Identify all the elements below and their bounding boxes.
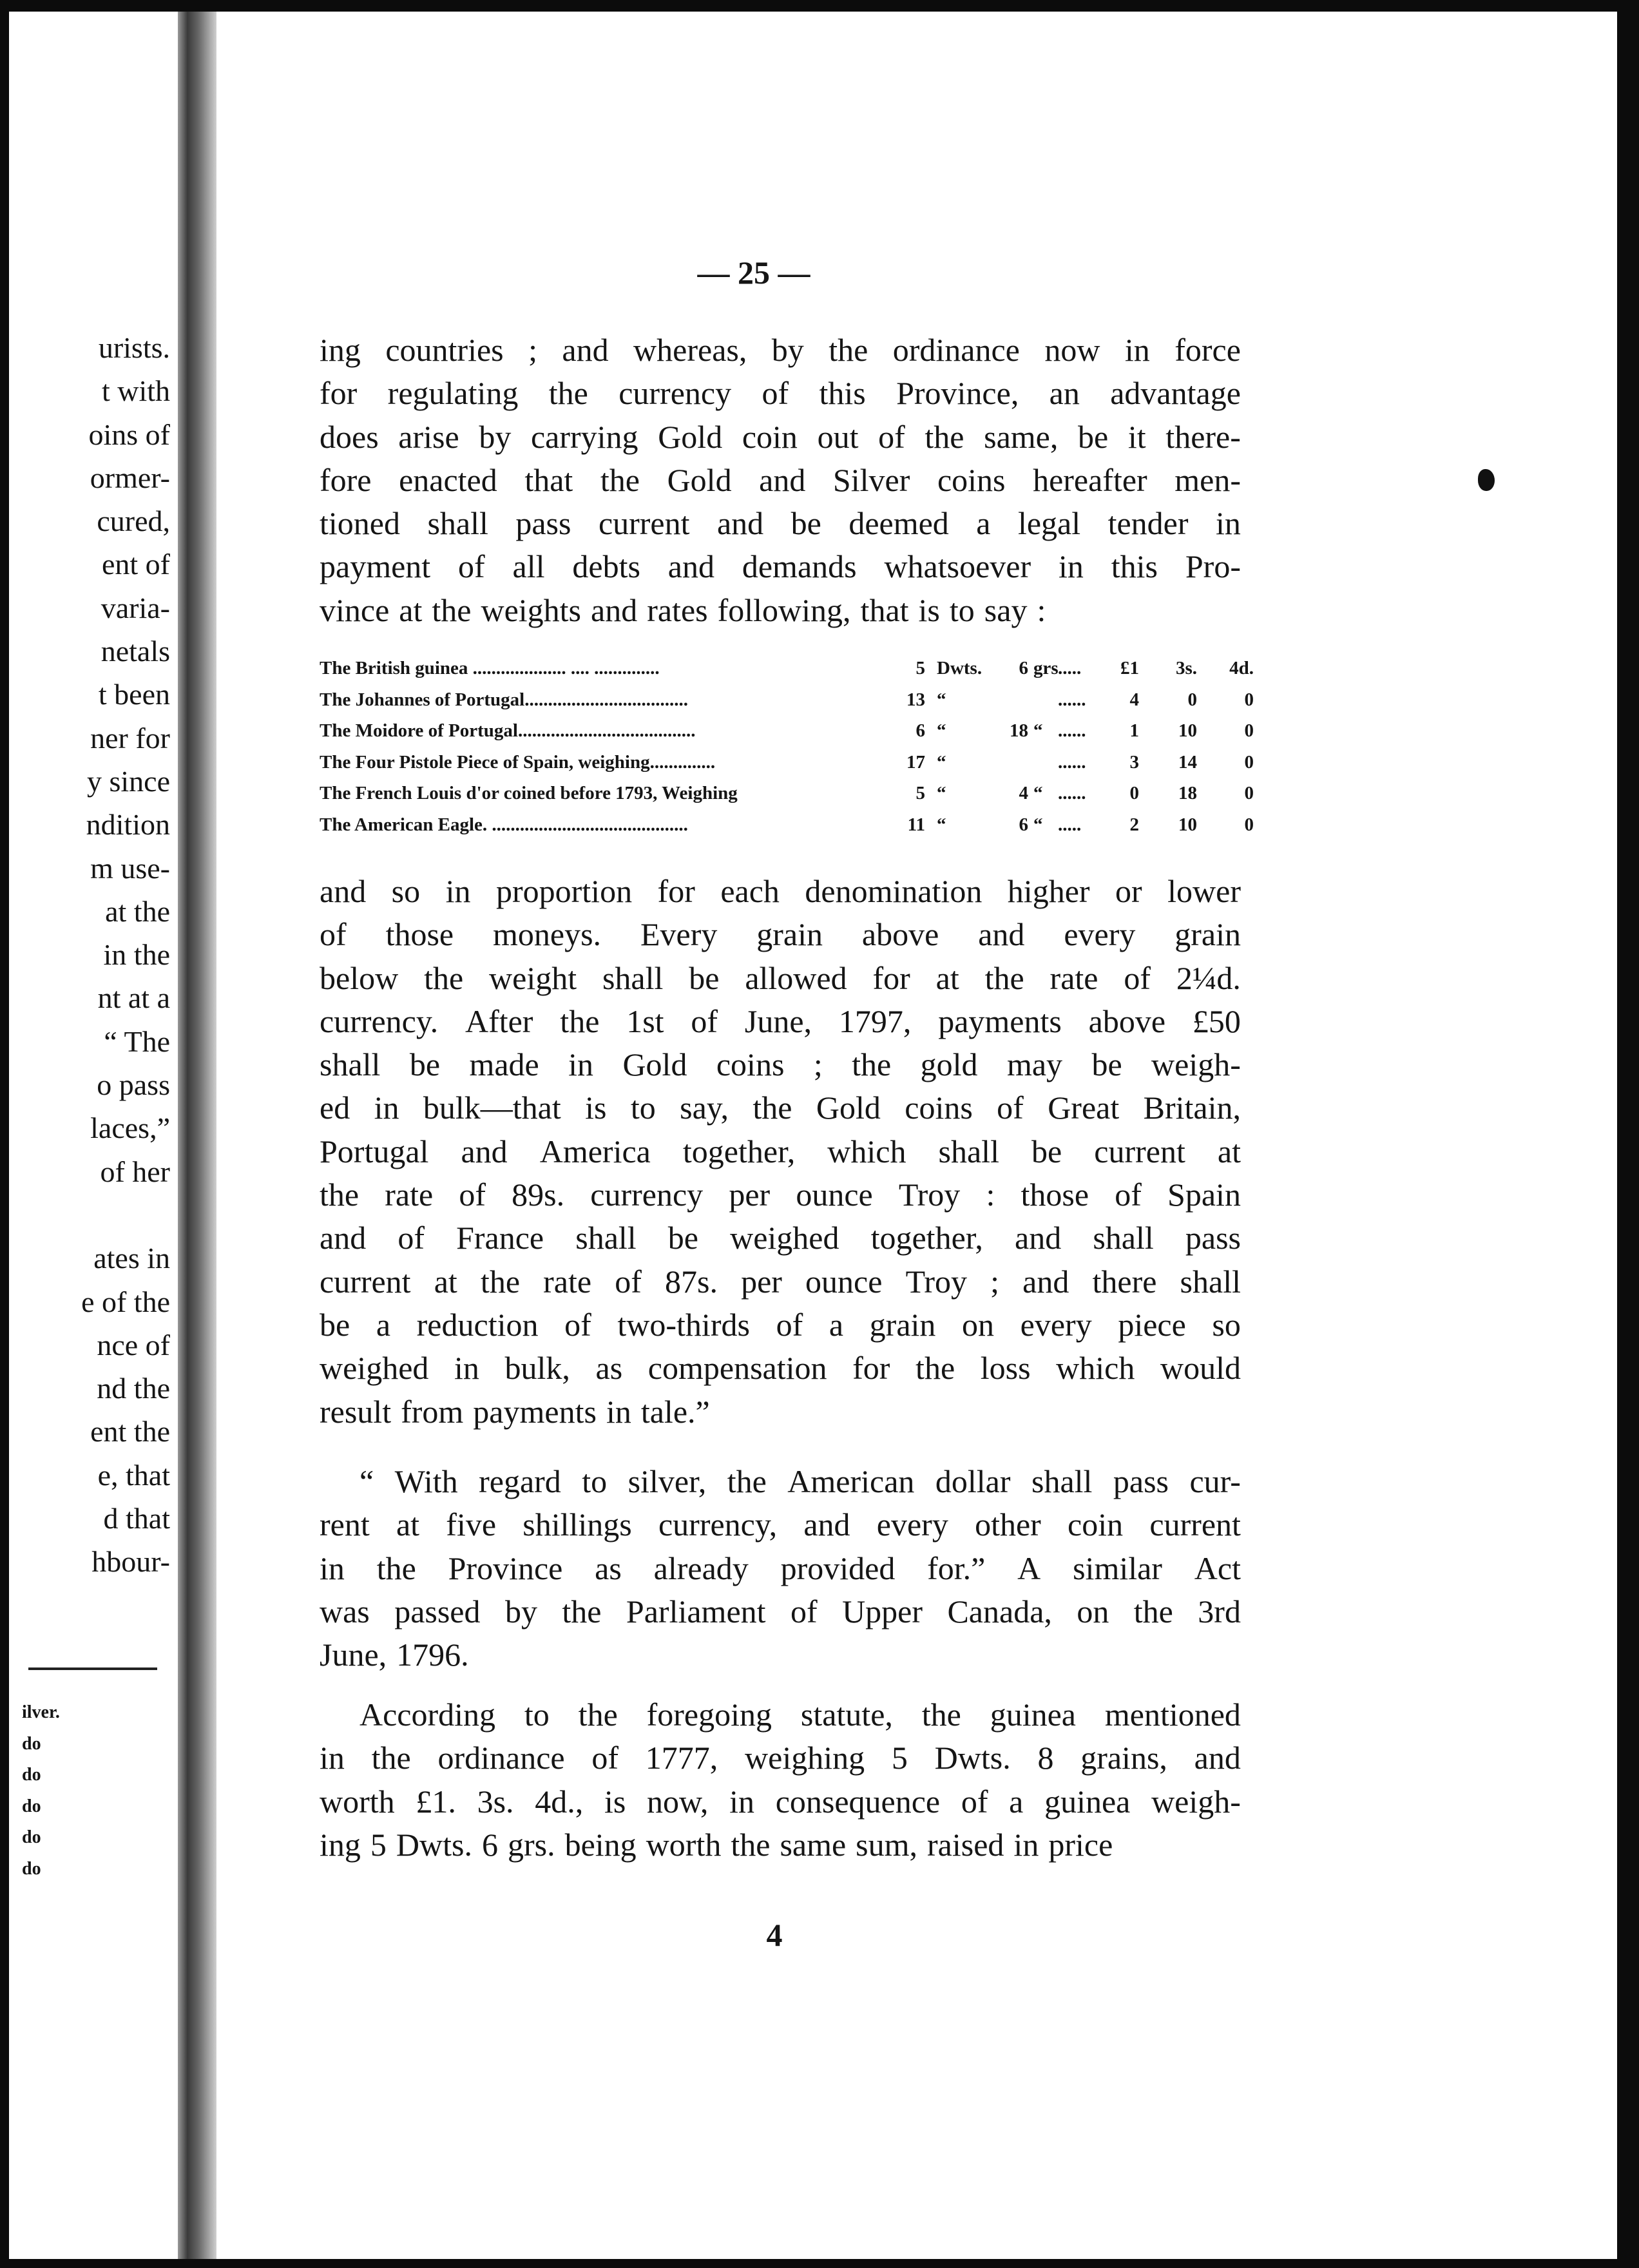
previous-page-line: y since [86,764,170,798]
coin-pence: 0 [1244,783,1254,803]
coin-pounds: £1 [1120,658,1139,678]
text-line: “ With regard to silver, the American dollar shall pass cur- [359,1463,1241,1499]
ink-speck [1478,469,1495,491]
previous-page-line: cured, [97,505,170,538]
coin-leader: ...... [1058,783,1086,803]
page-gutter-shadow [178,12,216,2259]
coin-leader: ...... [1058,689,1086,710]
coin-leader: ..... [1058,814,1082,835]
coin-grains-unit: grs [1033,658,1059,678]
previous-page-line: o pass [97,1068,170,1102]
text-line: Portugal and America together, which shall be current at [320,1133,1241,1169]
coin-dwts: 17 [906,751,925,773]
previous-page-line: ormer- [90,461,170,494]
paragraph-3 [320,1460,1241,1677]
previous-page-edge [9,12,178,2259]
text-line: worth £1. 3s. 4d., is now, in consequence of a guinea weigh- [320,1783,1241,1820]
text-line: and so in proportion for each denomination higher or lower [320,873,1241,909]
text-line: and of France shall be weighed together, and shall pass [320,1220,1241,1256]
scan-border-left [0,0,9,2268]
table-row [320,715,1267,747]
coin-dwts-unit: Dwts. [937,658,982,678]
coin-pounds: 2 [1129,814,1139,835]
previous-page-table-line: do [22,1858,41,1879]
coin-pence: 0 [1244,814,1254,835]
coin-pounds: 4 [1129,689,1139,710]
coin-name: The Johannes of Portugal................................... [320,689,688,710]
page-number: — 25 — [697,255,810,291]
paragraph-4 [320,1693,1241,1867]
previous-page-line: t been [98,678,170,711]
table-row [320,747,1267,778]
previous-page-line: ent the [90,1415,170,1448]
previous-page-table-line: do [22,1733,41,1754]
paragraph-1 [320,329,1241,632]
text-line: be a reduction of two-thirds of a grain on every piece so [320,1306,1241,1343]
coin-grains-unit: “ [1033,814,1043,835]
text-line: June, 1796. [320,1637,469,1673]
coin-shillings: 3s. [1175,658,1197,678]
text-line: fore enacted that the Gold and Silver coins hereafter men- [320,461,1241,498]
text-line: was passed by the Parliament of Upper Canada, on the 3rd [320,1593,1241,1629]
coin-shillings: 10 [1178,814,1197,835]
previous-page-table-line: do [22,1765,41,1785]
text-line: currency. After the 1st of June, 1797, payments above £50 [320,1003,1241,1039]
table-row [320,778,1267,809]
text-line: ed in bulk—that is to say, the Gold coins of Great Britain, [320,1090,1241,1126]
previous-page-line: ent of [101,548,170,581]
coin-dwts-unit: “ [937,783,946,803]
coin-name: The French Louis d'or coined before 1793, Weighing [320,783,738,803]
coin-dwts: 5 [915,658,925,678]
scan-border-top [0,0,1639,12]
coin-name: The British guinea .................... .... .............. [320,658,660,678]
scan-border-bottom [0,2259,1639,2268]
text-line: shall be made in Gold coins ; the gold may be weigh- [320,1046,1241,1083]
previous-page-line: nt at a [97,981,170,1015]
text-line: weighed in bulk, as compensation for the loss which would [320,1350,1241,1387]
coin-leader: ...... [1058,751,1086,773]
coin-dwts: 5 [915,783,925,803]
coin-dwts-unit: “ [937,751,946,773]
previous-page-line: e of the [81,1285,170,1318]
previous-page-line: at the [105,894,170,928]
coin-grains-unit: “ [1033,720,1043,741]
coin-leader: ...... [1058,720,1086,741]
text-line: in the Province as already provided for.” A similar Act [320,1550,1241,1586]
text-line: for regulating the currency of this Province, an advantage [320,375,1241,412]
previous-page-table-line: do [22,1796,41,1816]
coin-pence: 0 [1244,720,1254,741]
coin-rates-table [320,653,1267,840]
coin-grains: 4 [1019,783,1028,803]
previous-page-line: d that [103,1502,170,1535]
previous-page-line: e, that [97,1458,170,1492]
text-line: vince at the weights and rates following, that is to say : [320,591,1046,628]
text-line: below the weight shall be allowed for at the rate of 2¼d. [320,959,1241,996]
previous-page-line: of her [100,1155,170,1188]
signature-mark: 4 [766,1917,783,1953]
previous-page-table [22,1697,60,1885]
text-line: ing 5 Dwts. 6 grs. being worth the same sum, raised in price [320,1826,1113,1863]
previous-page-line: laces,” [90,1111,170,1145]
coin-pence: 0 [1244,689,1254,710]
coin-grains: 6 [1019,658,1028,678]
coin-shillings: 14 [1178,751,1197,773]
previous-page-line: ndition [86,808,170,841]
coin-name: The American Eagle. .......................................... [320,814,688,835]
coin-shillings: 10 [1178,720,1197,741]
previous-page-line: ates in [93,1242,170,1275]
coin-pounds: 3 [1129,751,1139,773]
previous-page-line: “ The [104,1024,170,1058]
scan-border-right [1617,0,1639,2268]
table-row [320,653,1267,684]
coin-dwts-unit: “ [937,720,946,741]
text-line: of those moneys. Every grain above and every grain [320,916,1241,953]
coin-name: The Four Pistole Piece of Spain, weighing.............. [320,751,716,773]
text-line: current at the rate of 87s. per ounce Troy ; and there shall [320,1263,1241,1300]
previous-page-line: oins of [88,418,170,451]
coin-pence: 0 [1244,751,1254,773]
coin-pounds: 0 [1129,783,1139,803]
paragraph-2 [320,870,1241,1434]
previous-page-text [81,326,170,1584]
previous-page-line: urists. [98,331,170,364]
coin-shillings: 0 [1187,689,1197,710]
previous-page-line: t with [101,374,170,408]
text-line: According to the foregoing statute, the guinea mentioned [359,1696,1241,1733]
coin-shillings: 18 [1178,783,1197,803]
text-line: the rate of 89s. currency per ounce Troy : those of Spain [320,1177,1241,1213]
coin-dwts-unit: “ [937,689,946,710]
previous-page-line: varia- [101,591,170,624]
previous-page-line: nce of [97,1328,170,1361]
coin-name: The Moidore of Portugal...................................... [320,720,696,741]
previous-page-rule [28,1667,157,1670]
text-line: tioned shall pass current and be deemed a legal tender in [320,505,1241,542]
previous-page-line: nd the [97,1372,170,1405]
previous-page-line [81,1193,170,1236]
coin-grains: 6 [1019,814,1028,835]
coin-grains: 18 [1010,720,1028,741]
text-line: result from payments in tale.” [320,1393,710,1430]
previous-page-table-line: do [22,1827,41,1847]
previous-page-line: in the [103,938,170,972]
table-row [320,809,1267,841]
text-line: rent at five shillings currency, and every other coin current [320,1506,1241,1543]
previous-page-table-line: ilver. [22,1702,60,1722]
text-line: payment of all debts and demands whatsoever in this Pro- [320,548,1241,585]
previous-page-line: ner for [90,721,170,754]
table-row [320,684,1267,716]
coin-pounds: 1 [1129,720,1139,741]
coin-dwts-unit: “ [937,814,946,835]
coin-grains-unit: “ [1033,783,1043,803]
text-line: does arise by carrying Gold coin out of the same, be it there- [320,418,1241,455]
previous-page-line: netals [101,635,170,668]
coin-pence: 4d. [1229,658,1254,678]
coin-dwts: 11 [907,814,925,835]
coin-leader: ..... [1058,658,1082,678]
coin-dwts: 6 [915,720,925,741]
text-line: ing countries ; and whereas, by the ordinance now in force [320,332,1241,368]
previous-page-line: hbour- [91,1545,170,1579]
text-line: in the ordinance of 1777, weighing 5 Dwts. 8 grains, and [320,1740,1241,1776]
previous-page-line: m use- [90,851,170,885]
coin-dwts: 13 [906,689,925,710]
